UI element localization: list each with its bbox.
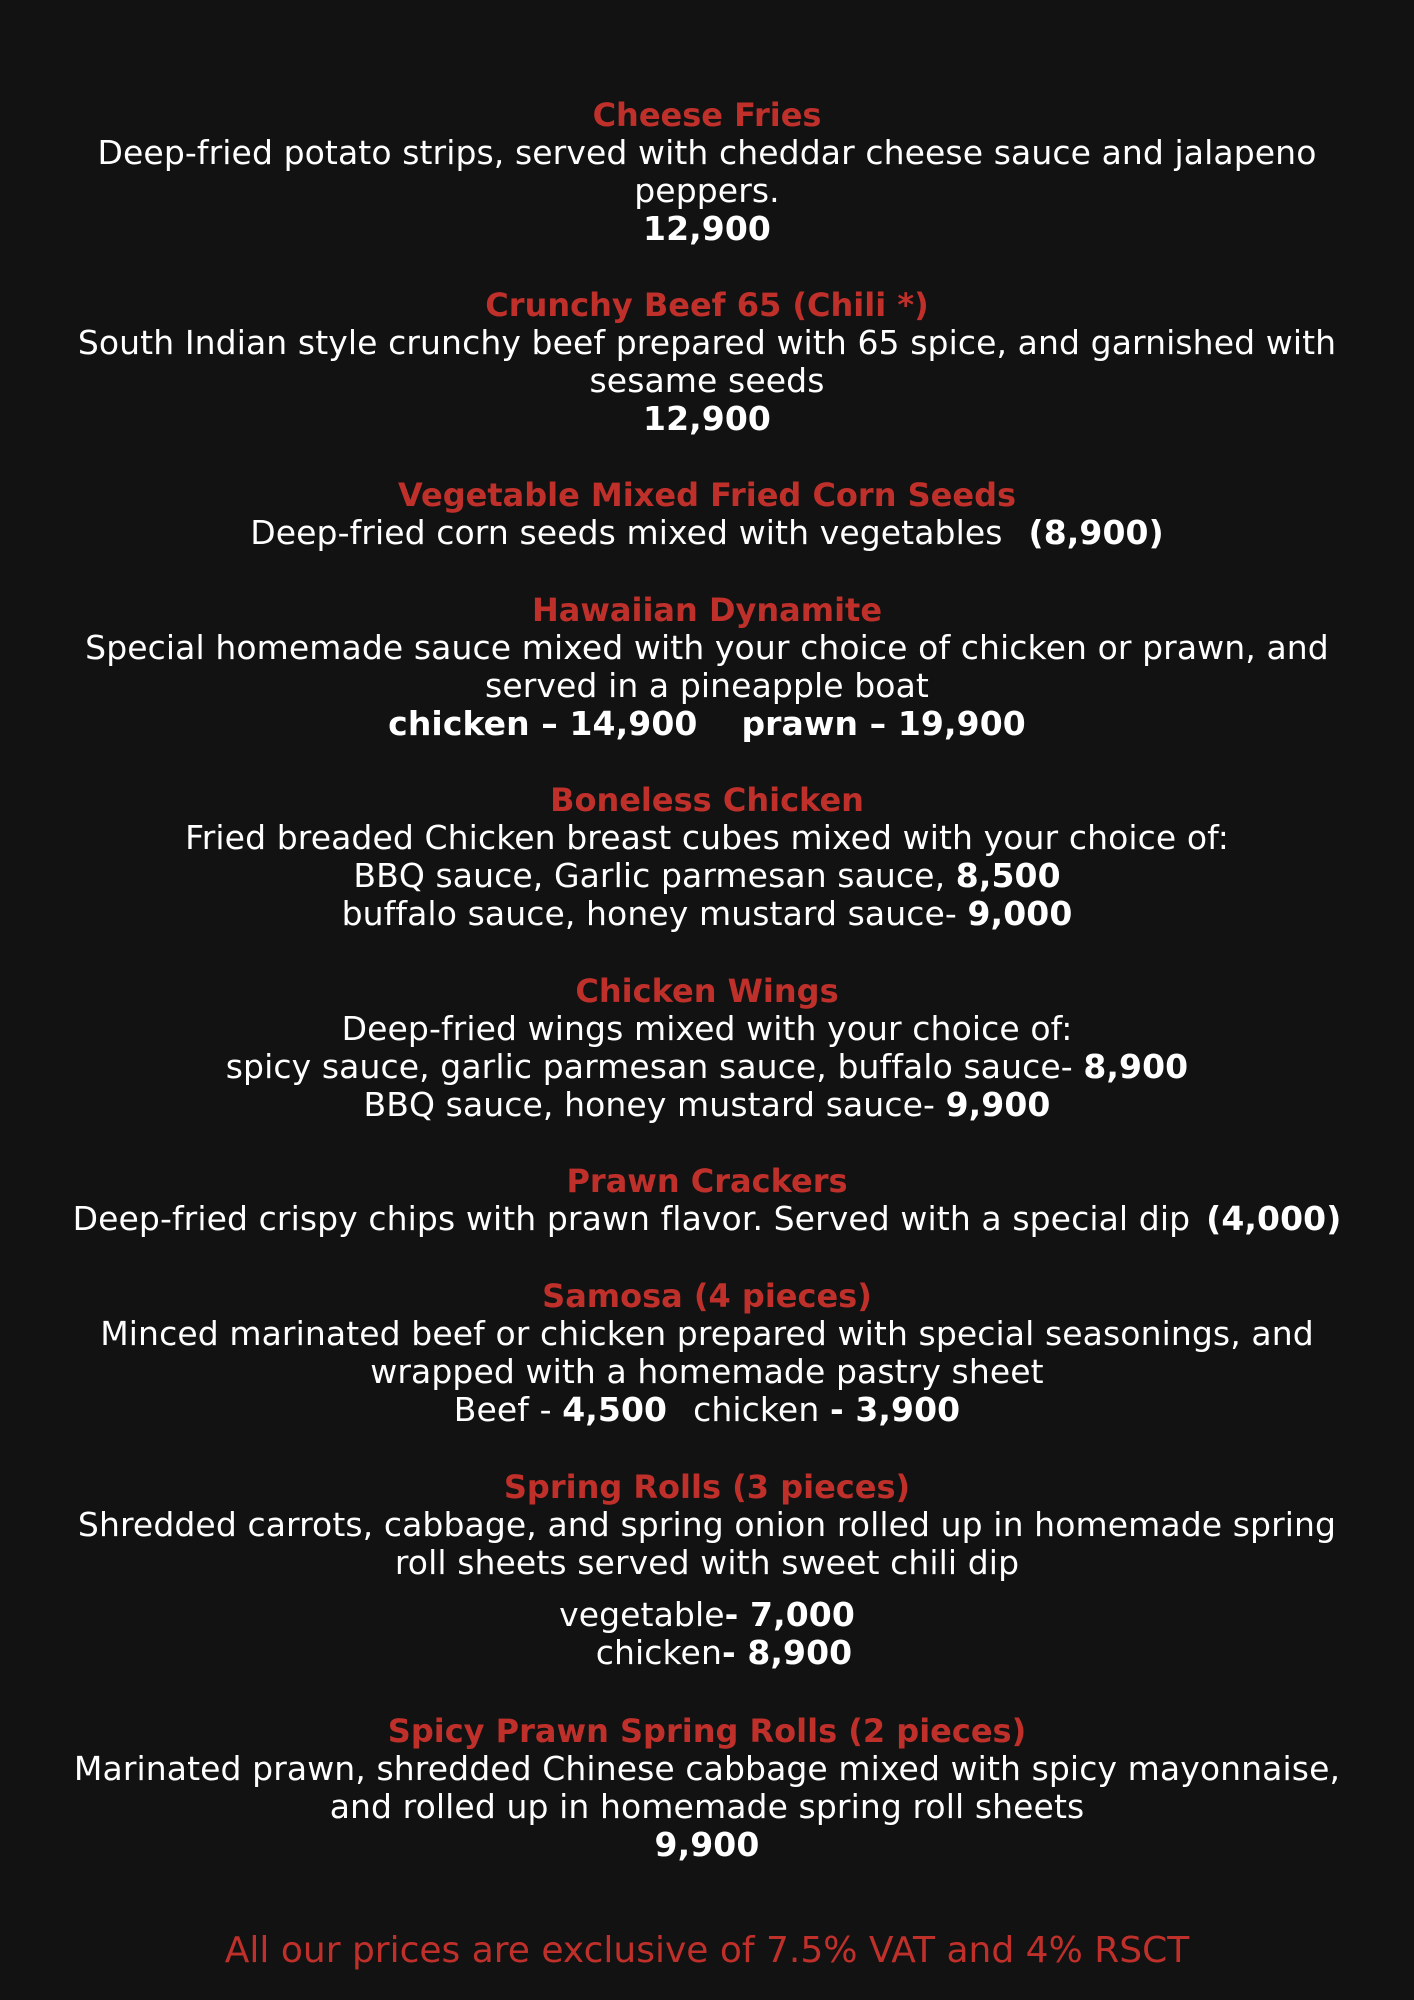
option-price: 8,900 — [1083, 1047, 1189, 1086]
option-label: chicken — [595, 1633, 722, 1672]
item-option-line — [0, 857, 1414, 895]
item-description: Marinated prawn, shredded Chinese cabbage mixed with spicy mayonnaise, — [73, 1749, 1341, 1788]
item-title: Cheese Fries — [592, 96, 822, 134]
item-option-line — [0, 1048, 1414, 1086]
menu-item-boneless-chicken — [0, 781, 1414, 933]
item-title: Spring Rolls (3 pieces) — [503, 1468, 911, 1506]
item-option-line — [0, 1086, 1414, 1124]
item-description: sesame seeds — [589, 361, 825, 400]
item-option-line — [0, 1391, 1414, 1429]
option-price: - 7,000 — [724, 1595, 855, 1634]
menu-item-cheese-fries — [0, 96, 1414, 248]
item-description: Deep-fried corn seeds mixed with vegetables — [250, 513, 1003, 552]
item-price: 12,900 — [643, 399, 771, 438]
vat-disclaimer: All our prices are exclusive of 7.5% VAT and 4% RSCT — [224, 1930, 1190, 1971]
item-description: Deep-fried crispy chips with prawn flavor. Served with a special dip — [72, 1199, 1191, 1238]
menu-item-vegetable-corn-seeds — [0, 476, 1414, 552]
item-description: Deep-fried potato strips, served with cheddar cheese sauce and jalapeno — [97, 133, 1317, 172]
item-description: Minced marinated beef or chicken prepared with special seasonings, and — [100, 1314, 1314, 1353]
item-description: Fried breaded Chicken breast cubes mixed with your choice of: — [185, 818, 1229, 857]
menu-item-samosa — [0, 1277, 1414, 1429]
item-description: Deep-fried wings mixed with your choice of: — [341, 1009, 1073, 1048]
price-prawn: prawn – 19,900 — [741, 704, 1026, 743]
item-price: 9,900 — [654, 1825, 760, 1864]
item-title: Hawaiian Dynamite — [531, 591, 883, 629]
menu-item-chicken-wings — [0, 972, 1414, 1124]
item-title: Crunchy Beef 65 (Chili *) — [485, 286, 929, 324]
item-description: served in a pineapple boat — [485, 666, 929, 705]
menu-item-spring-rolls — [0, 1468, 1414, 1672]
menu-item-spicy-prawn-spring-rolls — [0, 1712, 1414, 1864]
item-price: (8,900) — [1028, 513, 1164, 552]
option-label: chicken — [693, 1390, 820, 1429]
item-description: roll sheets served with sweet chili dip — [394, 1543, 1020, 1582]
item-description: Special homemade sauce mixed with your choice of chicken or prawn, and — [85, 628, 1329, 667]
item-description: peppers. — [634, 171, 780, 210]
item-price: 12,900 — [643, 209, 771, 248]
option-label: spicy sauce, garlic parmesan sauce, buffalo sauce- — [225, 1047, 1073, 1086]
menu-item-hawaiian-dynamite — [0, 591, 1414, 743]
option-price: 4,500 — [562, 1390, 668, 1429]
item-option-line — [0, 1596, 1414, 1634]
price-chicken: chicken – 14,900 — [388, 704, 698, 743]
option-label: Beef - — [453, 1390, 552, 1429]
option-label: vegetable — [559, 1595, 725, 1634]
item-title: Samosa (4 pieces) — [542, 1277, 872, 1315]
menu-item-prawn-crackers — [0, 1162, 1414, 1238]
option-price: 8,500 — [955, 856, 1061, 895]
option-label: buffalo sauce, honey mustard sauce- — [341, 894, 957, 933]
item-description: and rolled up in homemade spring roll sheets — [329, 1787, 1085, 1826]
option-price: - 3,900 — [829, 1390, 961, 1429]
item-option-line — [0, 895, 1414, 933]
option-label: BBQ sauce, Garlic parmesan sauce, — [353, 856, 946, 895]
item-description-line — [0, 514, 1414, 552]
menu-item-crunchy-beef-65 — [0, 286, 1414, 438]
option-price: 9,000 — [967, 894, 1073, 933]
item-title: Prawn Crackers — [566, 1162, 848, 1200]
item-title: Boneless Chicken — [550, 781, 864, 819]
item-price-line — [0, 705, 1414, 743]
item-title: Spicy Prawn Spring Rolls (2 pieces) — [387, 1712, 1027, 1750]
item-description: South Indian style crunchy beef prepared with 65 spice, and garnished with — [77, 323, 1337, 362]
option-label: BBQ sauce, honey mustard sauce- — [363, 1085, 935, 1124]
item-description: Shredded carrots, cabbage, and spring onion rolled up in homemade spring — [77, 1505, 1337, 1544]
option-price: 9,900 — [945, 1085, 1051, 1124]
item-description: wrapped with a homemade pastry sheet — [370, 1352, 1044, 1391]
item-title: Vegetable Mixed Fried Corn Seeds — [397, 476, 1017, 514]
item-price: (4,000) — [1206, 1199, 1342, 1238]
item-title: Chicken Wings — [575, 972, 839, 1010]
item-description-line — [0, 1200, 1414, 1238]
item-option-line — [0, 1634, 1414, 1672]
option-price: - 8,900 — [721, 1633, 853, 1672]
